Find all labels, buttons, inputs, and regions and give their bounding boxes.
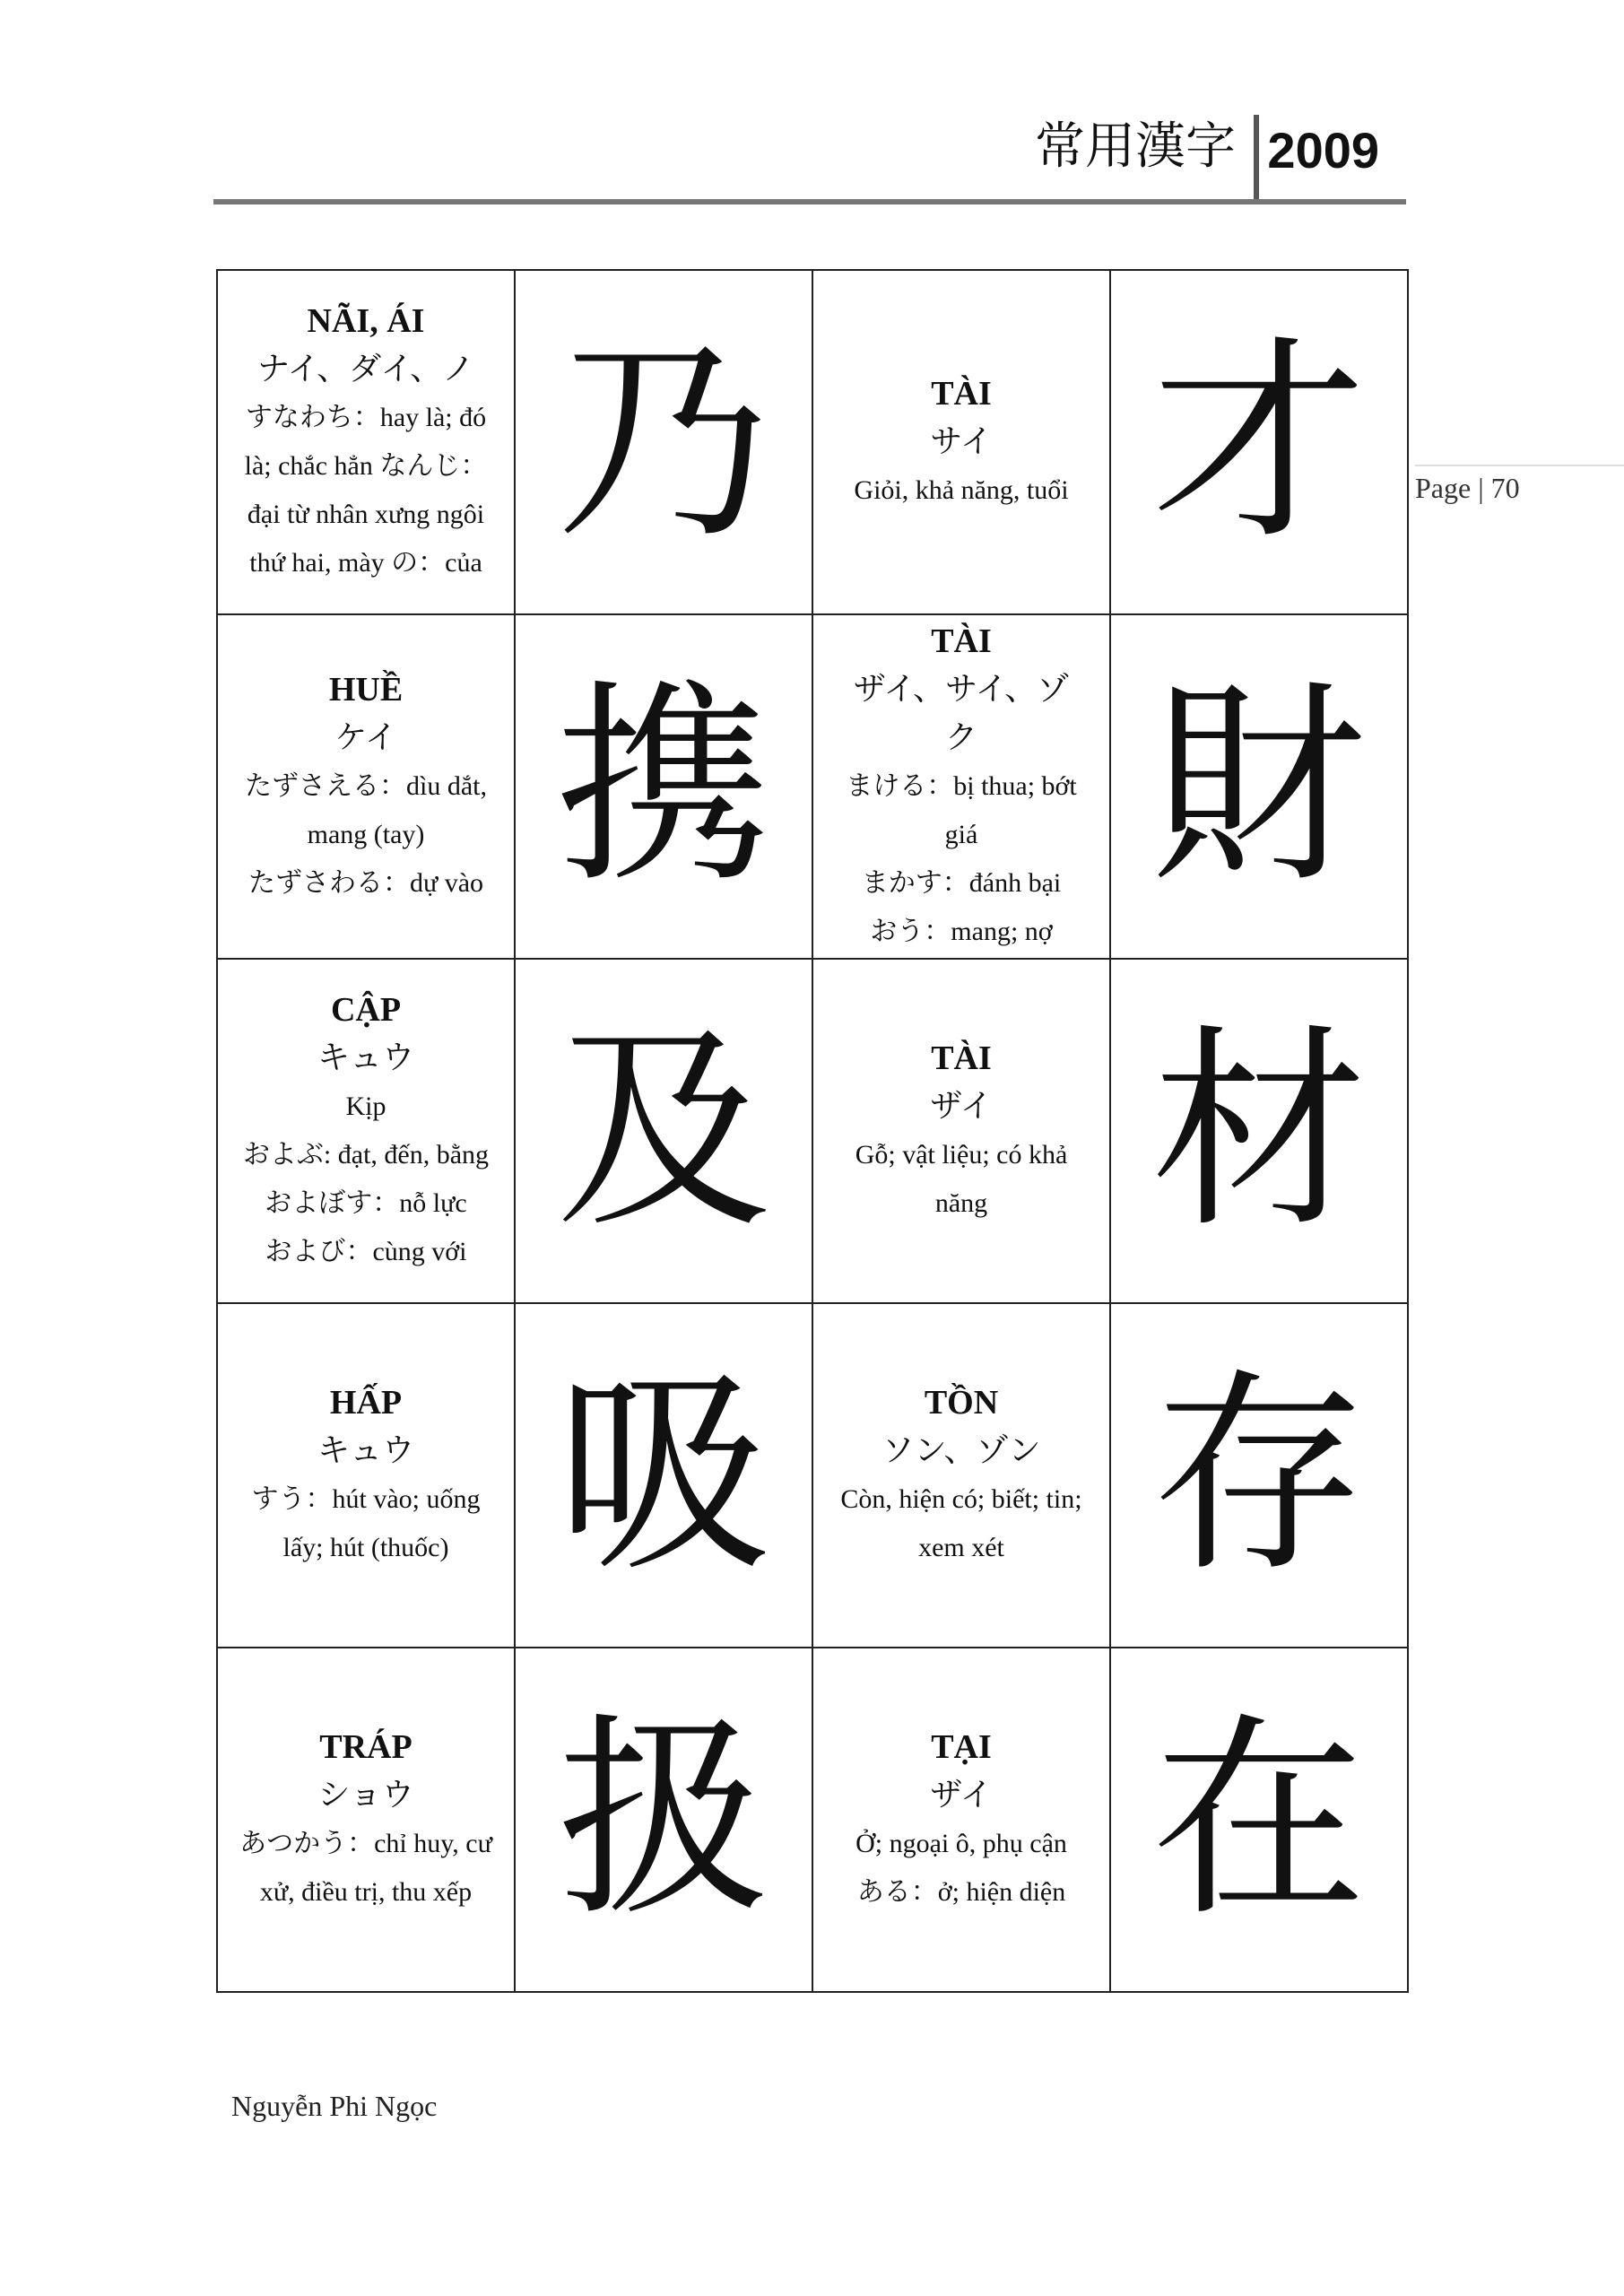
kanji-info-cell xyxy=(812,1303,1110,1648)
meaning-line: Gỗ; vật liệu; có khả xyxy=(855,1140,1068,1170)
meaning-line: lấy; hút (thuốc) xyxy=(282,1533,449,1562)
meaning-line: mang (tay) xyxy=(307,820,425,849)
footer-author: Nguyễn Phi Ngọc xyxy=(231,2090,438,2122)
on-reading: サイ xyxy=(930,423,993,460)
kanji-glyph-cell xyxy=(1110,1303,1408,1648)
header-rule xyxy=(213,199,1406,204)
hanviet-reading: TÀI xyxy=(931,1039,992,1077)
meaning-line: Ở; ngoại ô, phụ cận xyxy=(855,1829,1067,1858)
meaning-line: すう：hút vào; uống xyxy=(251,1484,481,1514)
on-reading: ショウ xyxy=(317,1777,414,1813)
meaning-line: まける：bị thua; bớt xyxy=(846,771,1077,801)
meaning-line: là; chắc hẳn なんじ： xyxy=(244,451,488,481)
on-reading: ナイ、ダイ、ノ xyxy=(256,351,475,387)
meaning-line: たずさわる：dự vào xyxy=(248,868,484,898)
kanji-info-cell xyxy=(217,959,515,1303)
meaning-line: Giỏi, khả năng, tuổi xyxy=(854,475,1069,505)
kanji-character: 材 xyxy=(1151,1005,1367,1257)
kanji-info-cell xyxy=(217,270,515,614)
meaning-line: あつかう：chỉ huy, cư xyxy=(239,1829,492,1858)
header-separator xyxy=(1254,115,1259,199)
hanviet-reading: TÀI xyxy=(931,375,992,413)
header-title: 常用漢字 xyxy=(1035,117,1236,176)
meaning-line: giá xyxy=(944,820,978,849)
kanji-glyph-cell xyxy=(515,614,812,959)
kanji-character: 扱 xyxy=(555,1694,771,1945)
meaning-line: xử, điều trị, thu xếp xyxy=(259,1877,473,1907)
kanji-character: 携 xyxy=(555,661,771,912)
meaning-line: ある：ở; hiện diện xyxy=(856,1877,1066,1907)
hanviet-reading: TẠI xyxy=(931,1728,992,1766)
on-reading: ケイ xyxy=(334,719,397,756)
table-row xyxy=(217,1303,1408,1648)
kanji-info-cell xyxy=(812,959,1110,1303)
hanviet-reading: NÃI, ÁI xyxy=(307,302,425,340)
on-reading: キュウ xyxy=(317,1432,414,1469)
header-year: 2009 xyxy=(1267,122,1379,178)
kanji-character: 乃 xyxy=(555,317,771,568)
meaning-line: まかす：đánh bại xyxy=(861,868,1062,898)
kanji-table xyxy=(216,269,1409,1993)
kanji-info-cell xyxy=(812,614,1110,959)
hanviet-reading: TRÁP xyxy=(319,1728,413,1766)
hanviet-reading: TÀI xyxy=(931,622,992,660)
meaning-line: およぼす：nỗ lực xyxy=(265,1188,467,1218)
on-reading: ザイ xyxy=(930,1088,993,1125)
meaning-line: Kịp xyxy=(345,1091,386,1121)
kanji-glyph-cell xyxy=(1110,270,1408,614)
kanji-character: 財 xyxy=(1151,661,1367,912)
kanji-glyph-cell xyxy=(515,959,812,1303)
kanji-character: 存 xyxy=(1151,1350,1367,1601)
kanji-glyph-cell xyxy=(515,1648,812,1992)
kanji-info-cell xyxy=(812,270,1110,614)
meaning-line: おう：mang; nợ xyxy=(870,917,1053,946)
hanviet-reading: CẬP xyxy=(330,991,402,1029)
table-row xyxy=(217,959,1408,1303)
on-reading: ソン、ゾン xyxy=(881,1432,1041,1469)
kanji-glyph-cell xyxy=(1110,614,1408,959)
page-header xyxy=(213,115,1406,204)
hanviet-reading: HUỀ xyxy=(328,671,404,709)
meaning-line: たずさえる：dìu dắt, xyxy=(245,771,487,801)
meaning-line: xem xét xyxy=(918,1533,1004,1562)
kanji-info-cell xyxy=(217,1303,515,1648)
page-number: Page | 70 xyxy=(1415,465,1624,505)
meaning-line: すなわち：hay là; đó xyxy=(245,403,487,432)
kanji-glyph-cell xyxy=(1110,1648,1408,1992)
kanji-glyph-cell xyxy=(515,270,812,614)
on-reading: ザイ xyxy=(930,1777,993,1813)
kanji-character: 及 xyxy=(555,1005,771,1257)
table-row xyxy=(217,1648,1408,1992)
kanji-character: 在 xyxy=(1151,1694,1367,1945)
kanji-character: 吸 xyxy=(555,1350,771,1601)
kanji-info-cell xyxy=(217,1648,515,1992)
on-reading: ザイ、サイ、ゾ xyxy=(853,671,1070,708)
hanviet-reading: TỒN xyxy=(924,1384,999,1422)
meaning-line: năng xyxy=(934,1188,988,1218)
kanji-info-cell xyxy=(217,614,515,959)
kanji-glyph-cell xyxy=(1110,959,1408,1303)
meaning-line: および：cùng với xyxy=(265,1237,467,1266)
meaning-line: Còn, hiện có; biết; tin; xyxy=(840,1484,1082,1514)
table-row xyxy=(217,270,1408,614)
on-reading: キュウ xyxy=(317,1039,414,1076)
kanji-info-cell xyxy=(812,1648,1110,1992)
kanji-glyph-cell xyxy=(515,1303,812,1648)
hanviet-reading: HẤP xyxy=(329,1384,403,1422)
table-row xyxy=(217,614,1408,959)
meaning-line: thứ hai, mày の：của xyxy=(249,548,482,578)
on-reading-continued: ク xyxy=(944,719,977,756)
kanji-character: 才 xyxy=(1151,317,1367,568)
meaning-line: đại từ nhân xưng ngôi xyxy=(247,500,485,529)
meaning-line: およぶ: đạt, đến, bằng xyxy=(242,1140,490,1170)
